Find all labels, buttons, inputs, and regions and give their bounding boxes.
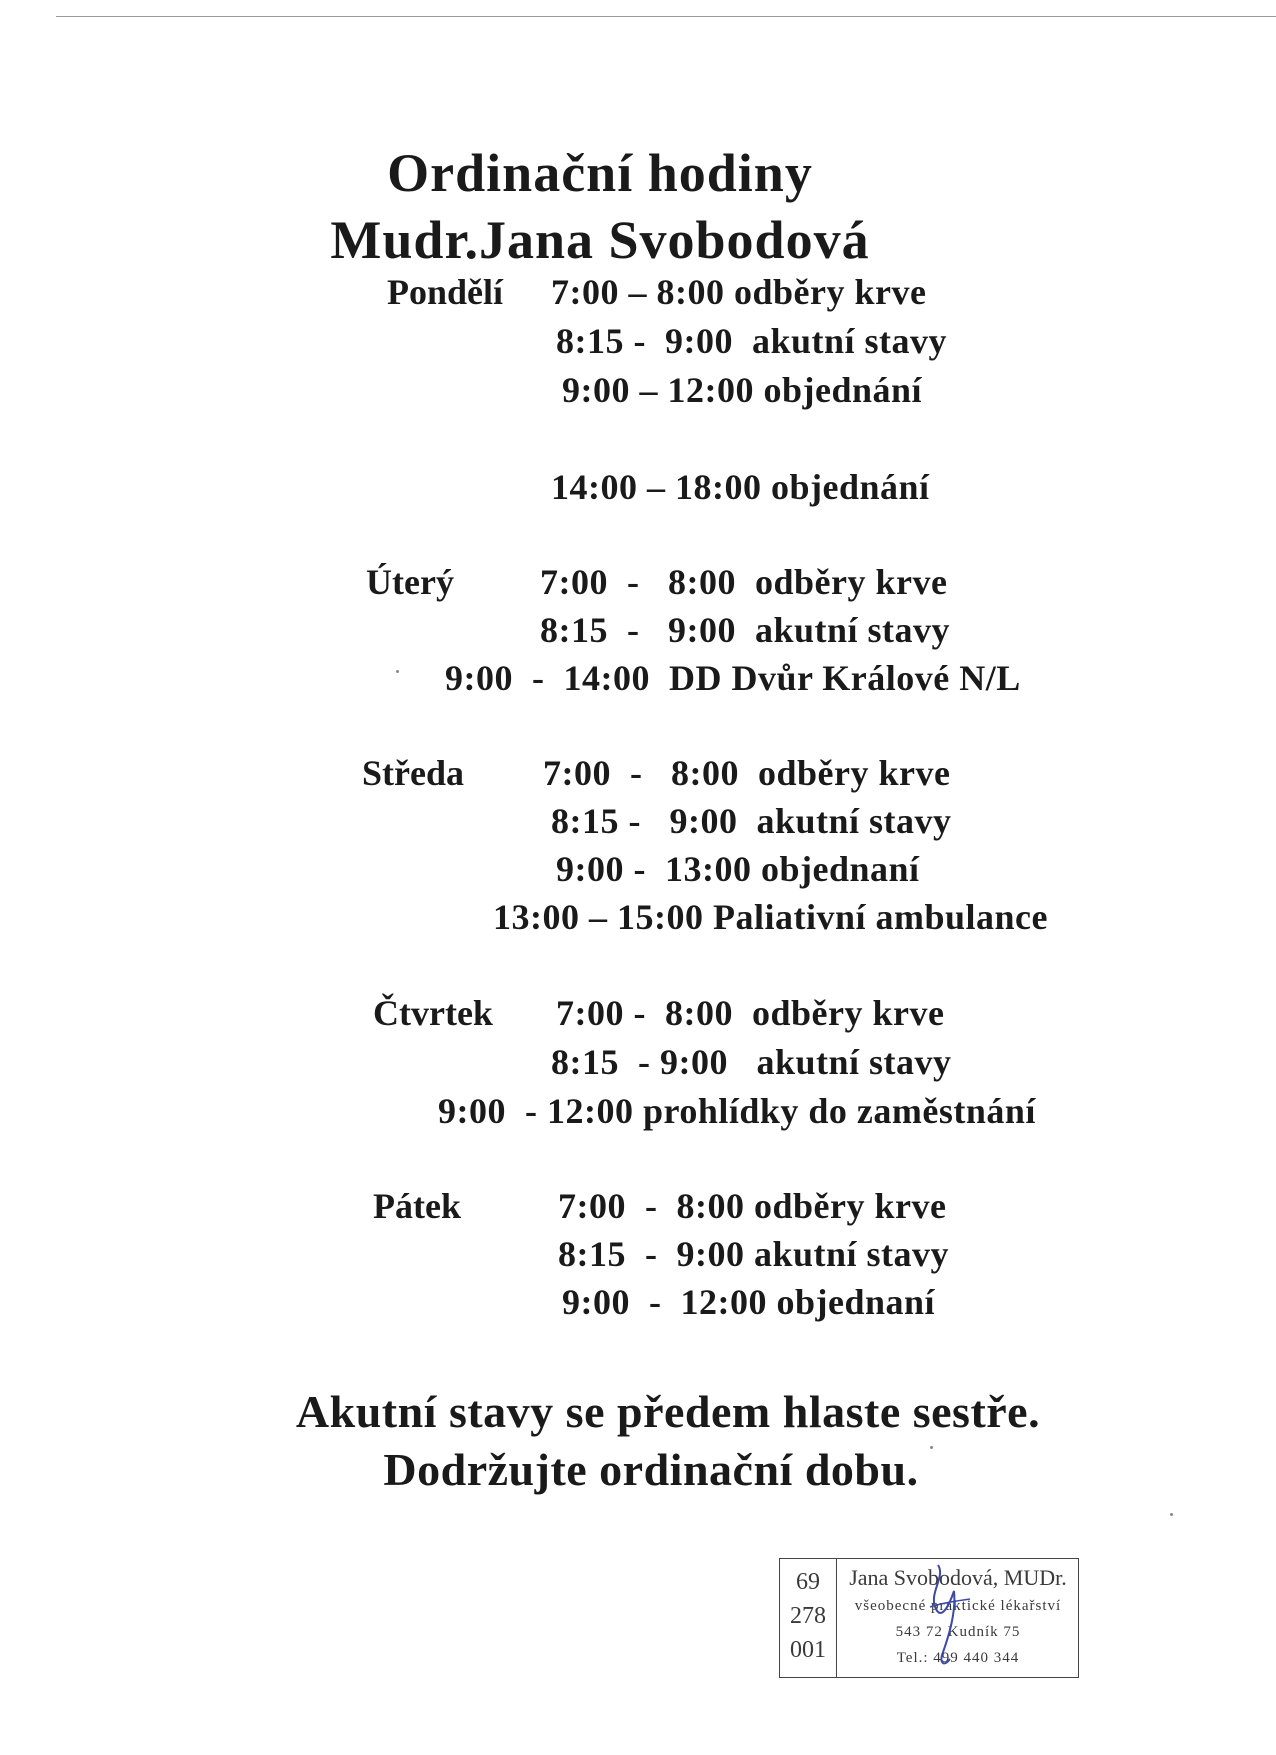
schedule-row: 8:15 - 9:00 akutní stavy [551,1042,952,1082]
schedule-row: 7:00 - 8:00 odběry krve [543,753,951,793]
doctor-name: Mudr.Jana Svobodová [330,210,870,270]
schedule-row: 8:15 - 9:00 akutní stavy [540,610,951,650]
stamp-address: 543 72 Kudník 75 [895,1624,1021,1640]
schedule-row: 9:00 – 12:00 objednání [562,370,923,410]
doctor-stamp [779,1558,1079,1678]
page-title: Ordinační hodiny [387,143,813,203]
scan-edge-line [56,16,1276,17]
schedule-row: 13:00 – 15:00 Paliativní ambulance [493,897,1048,937]
schedule-row: 14:00 – 18:00 objednání [551,467,930,507]
day-thursday: Čtvrtek [373,993,493,1033]
scan-speck [1170,1513,1173,1516]
day-wednesday: Středa [362,753,464,793]
day-friday: Pátek [373,1186,461,1226]
schedule-row: 7:00 – 8:00 odběry krve [551,272,927,312]
schedule-row: 9:00 - 12:00 prohlídky do zaměstnání [438,1091,1036,1131]
schedule-row: 9:00 - 14:00 DD Dvůr Králové N/L [445,658,1021,698]
signature-icon [920,1563,980,1673]
day-tuesday: Úterý [366,562,454,602]
stamp-specialty: všeobecné praktické lékařství [854,1598,1062,1614]
schedule-row: 9:00 - 13:00 objednaní [556,849,920,889]
stamp-code [780,1559,837,1677]
schedule-row: 7:00 - 8:00 odběry krve [556,993,945,1033]
notice-hours: Dodržujte ordinační dobu. [383,1444,919,1495]
schedule-row: 8:15 - 9:00 akutní stavy [556,321,948,361]
notice-acute: Akutní stavy se předem hlaste sestře. [295,1386,1041,1437]
scan-speck [930,1446,933,1449]
stamp-phone: Tel.: 499 440 344 [896,1650,1020,1666]
stamp-code-line: 69 [796,1569,820,1595]
stamp-code-line: 001 [790,1637,826,1663]
schedule-row: 9:00 - 12:00 objednaní [562,1282,936,1322]
schedule-row: 7:00 - 8:00 odběry krve [558,1186,947,1226]
stamp-code-line: 278 [790,1603,826,1629]
scan-speck [396,670,399,673]
day-monday: Pondělí [387,272,504,312]
schedule-row: 8:15 - 9:00 akutní stavy [551,801,952,841]
stamp-name: Jana Svobodová, MUDr. [849,1565,1067,1590]
schedule-row: 7:00 - 8:00 odběry krve [540,562,948,602]
schedule-row: 8:15 - 9:00 akutní stavy [558,1234,950,1274]
